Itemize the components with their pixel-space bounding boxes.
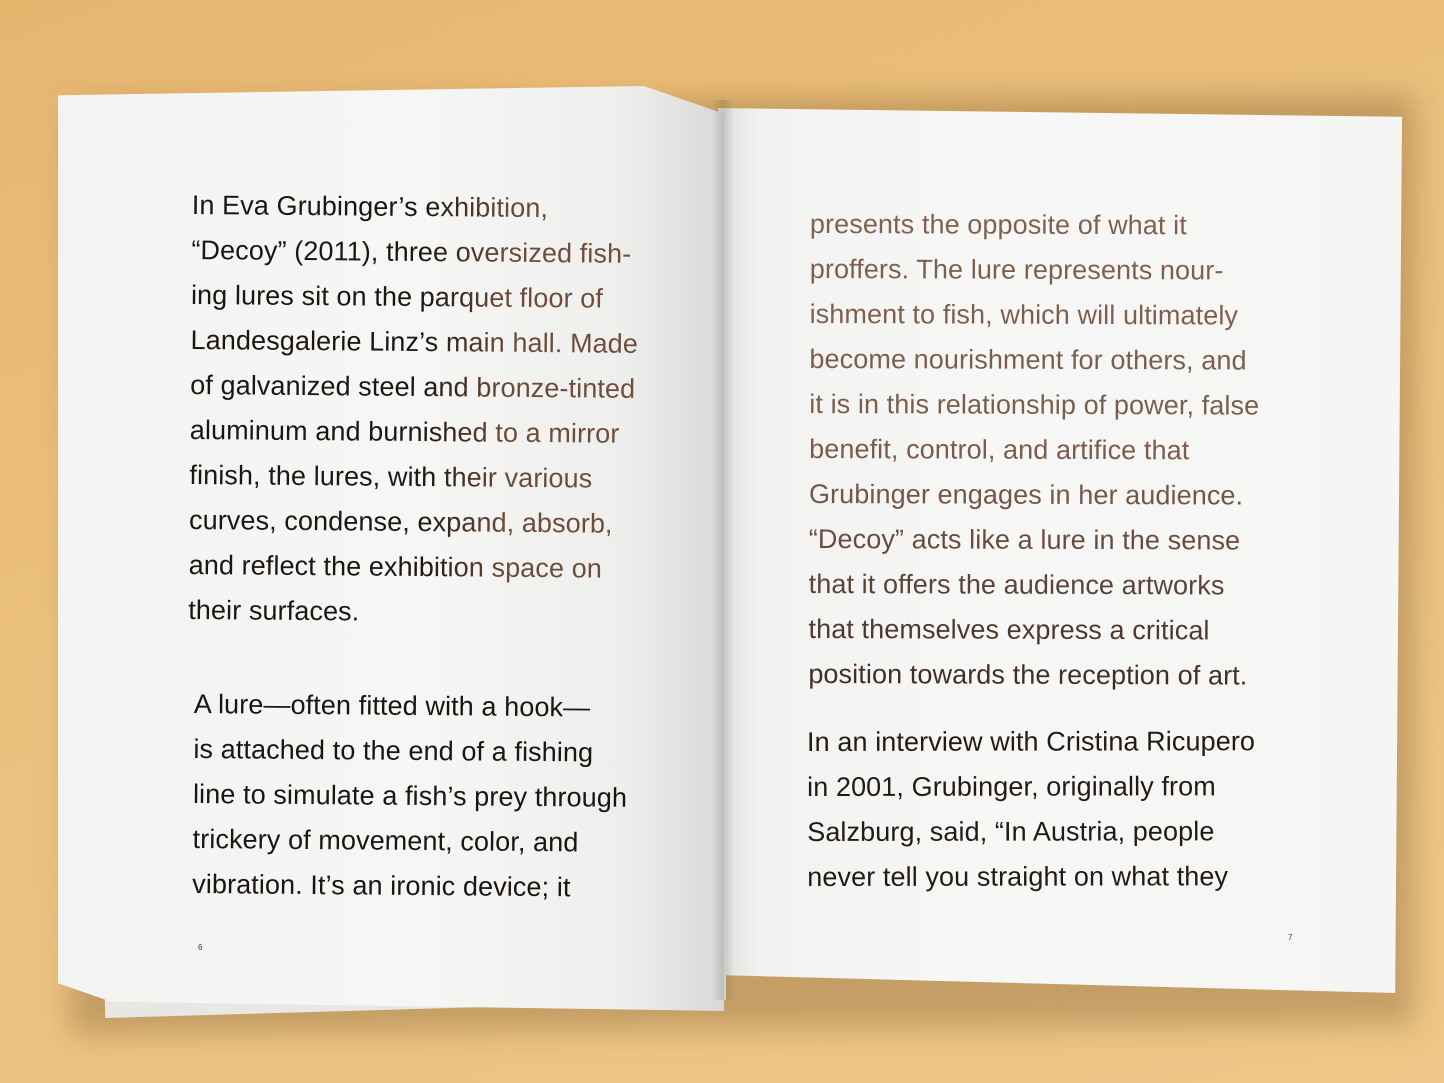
- right-page-number: 7: [1288, 933, 1293, 942]
- left-paragraph-2: A lure—often fitted with a hook— is attached to the end of a fishing line to simulate a fish’s prey through trickery of movement, color, and vibration. It’s an ironic device; it: [192, 688, 628, 903]
- book-gutter: [712, 100, 734, 1000]
- right-paragraph-1: presents the opposite of what it proffers. The lure represents nour- ishment to fish, which will ultimately become nourishment for others, and it is in this relationship of power, false benefit, control, and artifice that Grubinger engages in her audience. “Decoy” acts like a lure in the sense that it offers the audience artworks that themselves express a critical position towards the reception of art.: [808, 202, 1330, 699]
- left-page-number: 6: [198, 943, 203, 952]
- left-paragraph-1: In Eva Grubinger’s exhibition, “Decoy” (2011), three oversized fish- ing lures sit on the parquet floor of Landesgalerie Linz’s main hall. Made of galvanized steel and bronze-tinted aluminum and burnished to a mirror finish, the lures, with their various curves, condense, expand, absorb, and reflect the exhibition space on their surfaces.: [188, 183, 712, 638]
- right-paragraph-2: In an interview with Cristina Ricupero in 2001, Grubinger, originally from Salzburg, said, “In Austria, people never tell you straight on what they: [807, 726, 1256, 892]
